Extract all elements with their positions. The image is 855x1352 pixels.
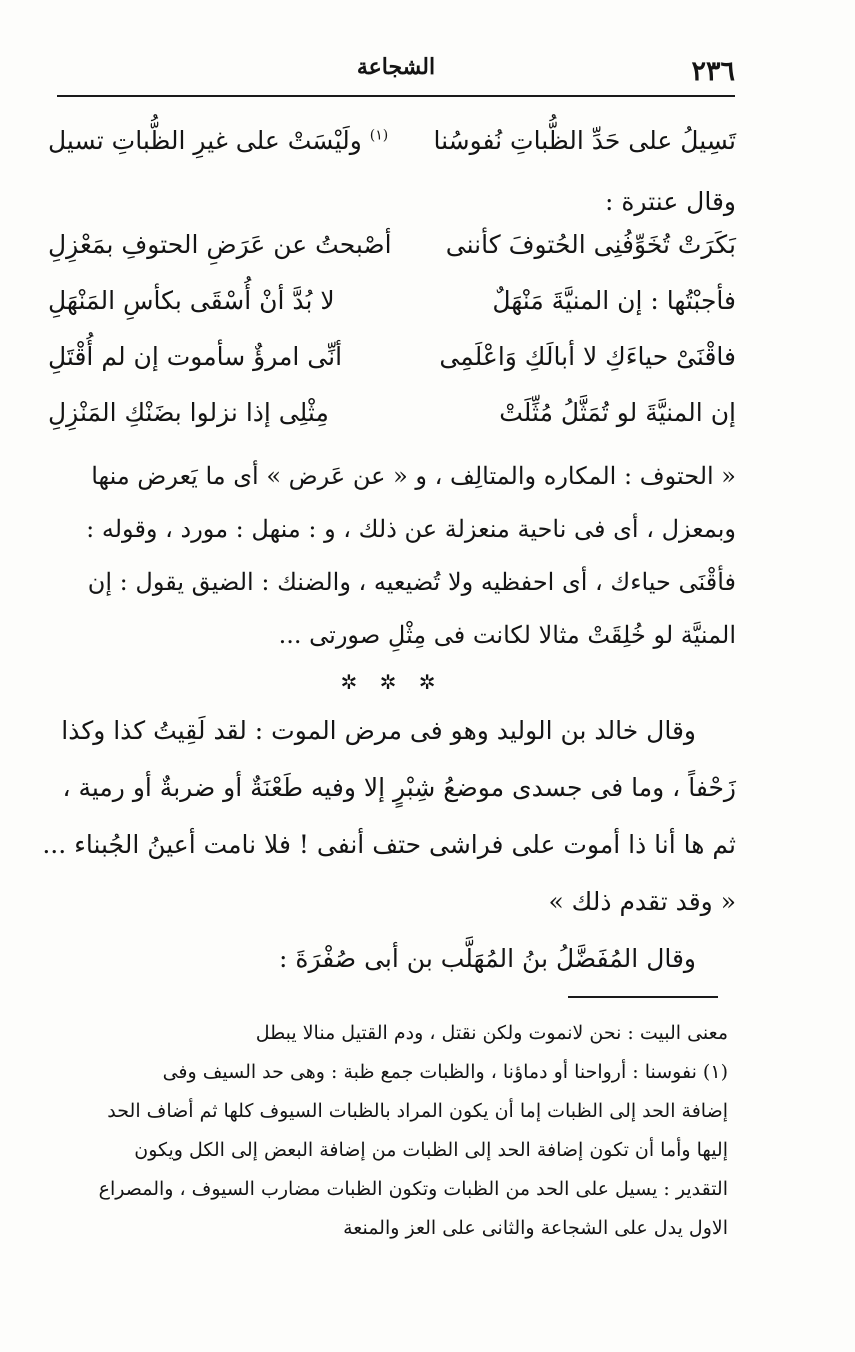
footnote-rule (568, 996, 718, 998)
verse-hemistich-left (48, 126, 388, 155)
footnote-line: التقدير : يسيل على الحد من الظبات وتكون الظبات مضارب السيوف ، والمصراع (98, 1178, 728, 1200)
page-number: ٢٣٦ (691, 56, 735, 87)
verse-hemistich-left: لا بُدَّ أنْ أُسْقَى بكأسِ المَنْهَلِ (48, 286, 335, 315)
poem-intro: وقال عنترة : (604, 187, 736, 216)
verse-hemistich-right: فاقْنَىْ حياءَكِ لا أبالَكِ وَاعْلَمِى (439, 342, 736, 371)
prose-line: زَحْفاً ، وما فى جسدى موضعُ شِبْرٍ إلا وفيه طَعْنَةٌ أو ضربةٌ أو رمية ، (62, 773, 736, 802)
verse-hemistich-left: أصْبحتُ عن عَرَضِ الحتوفِ بمَعْزِلِ (48, 230, 392, 259)
footnote-line: إليها وأما أن تكون إضافة الحد إلى الظبات من إضافة البعض إلى الكل ويكون (134, 1139, 728, 1161)
commentary-paragraph (48, 450, 736, 662)
prose-line: ثم ها أنا ذا أموت على فراشى حتف أنفى ! فلا نامت أعينُ الجُبناء ... (42, 830, 736, 859)
prose-line: « وقد تقدم ذلك » (548, 887, 736, 916)
commentary-line: « الحتوف : المكاره والمتالِف ، و « عن عَرض » أى ما يَعرض منها (91, 462, 736, 490)
verse-line (48, 338, 736, 394)
verse-line (48, 122, 736, 178)
commentary-line: فأقْنَى حياءك ، أى احفظيه ولا تُضيعيه ، والضنك : الضيق يقول : إن (87, 568, 736, 596)
header-rule (57, 95, 735, 97)
verse-hemistich-right: فأجبْتُها : إن المنيَّةَ مَنْهَلٌ (492, 286, 736, 315)
footnote-line: (١) نفوسنا : أرواحنا أو دماؤنا ، والظبات جمع ظبة : وهى حد السيف وفى (162, 1061, 728, 1083)
commentary-line: المنيَّة لو خُلِقَتْ مثالا لكانت فى مِثْلِ صورتى ... (278, 621, 736, 649)
prose-line: وقال خالد بن الوليد وهو فى مرض الموت : لقد لَقِيتُ كذا وكذا (61, 716, 696, 745)
main-text (42, 122, 736, 987)
verse-line (48, 226, 736, 282)
commentary-line: وبمعزل ، أى فى ناحية منعزلة عن ذلك ، و : منهل : مورد ، وقوله : (86, 515, 736, 543)
footnote-line: إضافة الحد إلى الظبات إما أن يكون المراد بالظبات السيوف كلها ثم أضاف الحد (107, 1100, 728, 1122)
page-header (57, 52, 735, 92)
verse-hemistich-right: بَكَرَتْ تُخَوِّفُنِى الحُتوفَ كأننى (445, 230, 736, 259)
verse-hemistich-left: مِثْلِى إذا نزلوا بضَنْكِ المَنْزِلِ (48, 398, 329, 427)
footnote-line: معنى البيت : نحن لانموت ولكن نقتل ، ودم القتيل منالا يبطل (255, 1022, 728, 1044)
antara-poem (48, 226, 736, 450)
footnote-mark: (١) (369, 127, 389, 144)
verse-hemistich-right: إن المنيَّةَ لو تُمَثَّلُ مُثِّلَتْ (499, 398, 736, 427)
verse-line (48, 282, 736, 338)
prose-line: وقال المُفَضَّلُ بنُ المُهَلَّب بن أبى صُفْرَةَ : (279, 944, 696, 973)
footnote-line: الاول يدل على الشجاعة والثانى على العز والمنعة (343, 1217, 728, 1239)
verse-hemistich-left: أنِّى امرؤٌ سأموت إن لم أُقْتَلِ (48, 342, 343, 371)
verse-hemistich-right: تَسِيلُ على حَدِّ الظُّباتِ نُفوسُنا (433, 126, 736, 155)
khalid-paragraph (42, 702, 736, 987)
verse-line (48, 394, 736, 450)
footnotes (48, 1014, 728, 1248)
running-title: الشجاعة (356, 54, 436, 80)
verse-hemistich-left-text: ولَيْسَتْ على غيرِ الظُّباتِ تسيل (48, 126, 362, 155)
section-separator: ✲ ✲ ✲ (340, 670, 444, 694)
